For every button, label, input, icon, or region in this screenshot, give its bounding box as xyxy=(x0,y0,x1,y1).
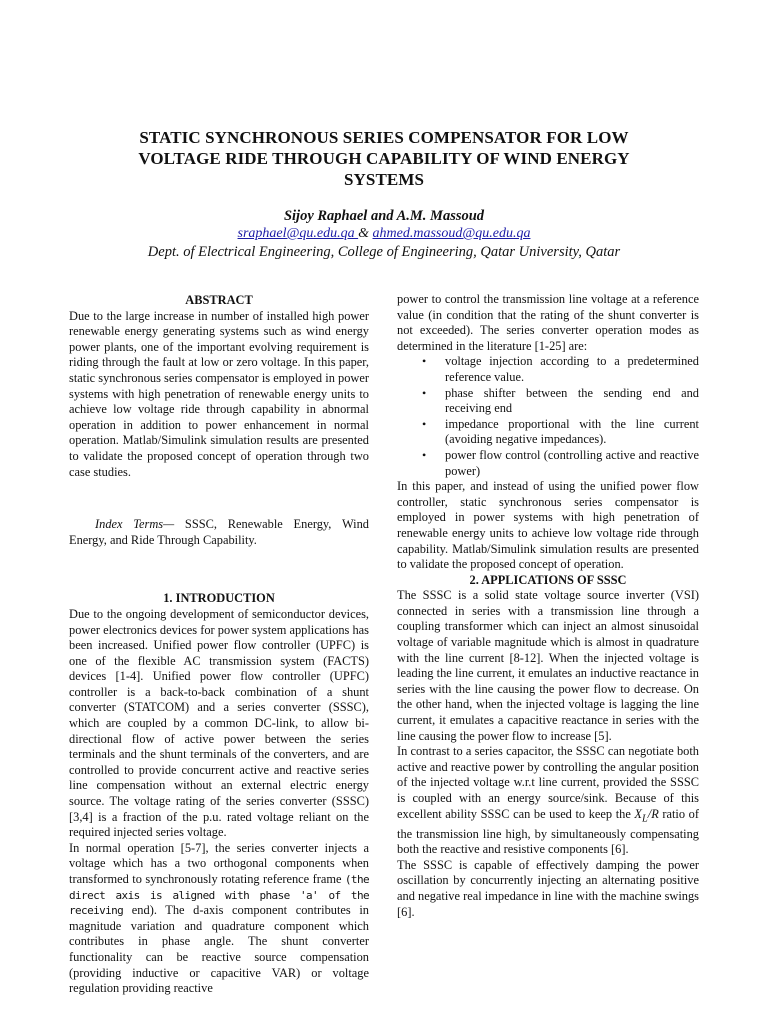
intro-p2-mono: (the direct axis is aligned with phase 'a' of the receiving xyxy=(69,873,369,918)
apps-paragraph-3: The SSSC is capable of effectively damping the power oscillation by concurrently injecting an alternating positive and negative real impedance in line with the machine swings [6]. xyxy=(397,857,699,919)
apps-p2-start: In contrast to a series capacitor, the SSSC can negotiate both active and reactive power by controlling the angular position of the injected voltage w.r.t line current, provided the SSSC is coupled with an energy source/sink. Because of this excellent ability SSSC can be used to keep the xyxy=(397,744,699,821)
apps-paragraph-2 xyxy=(397,744,699,858)
applications-heading: 2. APPLICATIONS OF SSSC xyxy=(469,572,627,587)
list-item: • voltage injection according to a predetermined reference value. xyxy=(422,354,699,385)
ratio-x: X xyxy=(634,806,642,821)
list-item: • power flow control (controlling active and reactive power) xyxy=(422,448,699,479)
affiliation: Dept. of Electrical Engineering, College of Engineering, Qatar University, Qatar xyxy=(147,244,621,260)
index-terms-label: Index Terms— xyxy=(95,517,175,532)
intro-continuation: power to control the transmission line voltage at a reference value (in condition that the rating of the shunt converter is not exceeded). The series converter operation modes as determined in the literature [1-25] are: xyxy=(397,292,699,353)
intro-paragraph-2 xyxy=(69,841,369,997)
author-names: Sijoy Raphael and A.M. Massoud xyxy=(283,208,485,224)
paper-title: STATIC SYNCHRONOUS SERIES COMPENSATOR FOR LOW VOLTAGE RIDE THROUGH CAPABILITY OF WIND ENERGY SYSTEMS xyxy=(138,128,630,189)
abstract-heading: ABSTRACT xyxy=(185,293,253,307)
right-column xyxy=(397,292,699,920)
intro-p2-end: end). The d-axis component contributes in magnitude variation and quadrature component which contributes in phase angle. The shunt converter functionality can be reactive source compensation (providing inductive or capacitive VAR) or voltage regulation providing reactive xyxy=(69,903,369,996)
list-item: • phase shifter between the sending end and receiving end xyxy=(422,386,699,417)
author-emails xyxy=(0,226,768,242)
email-link-sraphael[interactable]: sraphael@qu.edu.qa xyxy=(237,226,359,241)
abstract-text: Due to the large increase in number of installed high power renewable energy generating systems such as wind energy power plants, one of the important evolving requirement is riding through the fault at low or zero voltage. In this paper, static synchronous series compensator is employed in power systems with high penetration of renewable energy units to achieve low voltage ride through capability in abnormal operation in addition to power enhancement in normal operation. Matlab/Simulink simulation results are presented to validate the proposed concept of operation through two case studies. xyxy=(69,308,369,479)
list-item: • impedance proportional with the line current (avoiding negative impedances). xyxy=(422,417,699,448)
intro-heading: 1. INTRODUCTION xyxy=(163,591,275,606)
apps-paragraph-1: The SSSC is a solid state voltage source inverter (VSI) connected in series with a transmission line through a coupling transformer which can inject an almost sinusoidal voltage of variable magnitude which is almost in quadrature with the line current [8-12]. When the injected voltage is leading the line current, it emulates an inductive reactance in series with the line causing the power flow to decrease. On the other hand, when the injected voltage is lagging the line current, it emulates a capacitive reactance in series with the line causing the power flow to increase [5]. xyxy=(397,588,699,743)
apps-p2-end: ratio of the transmission line high, by simultaneously compensating both the reactive and resistive components [6]. xyxy=(397,806,699,857)
index-terms-text: SSSC, Renewable Energy, Wind Energy, and Ride Through Capability. xyxy=(69,517,369,547)
intro-after-modes: In this paper, and instead of using the unified power flow controller, static synchronous series compensator is employed in power systems with high penetration of renewable energy units to achieve low voltage ride through capability. Matlab/Simulink simulation results are presented to validate the proposed concept of operation. xyxy=(397,479,699,572)
ratio-x-subscript: L xyxy=(642,813,648,825)
ratio-r: /R xyxy=(647,806,659,821)
email-separator: & xyxy=(358,226,373,241)
operation-modes-list xyxy=(397,354,699,479)
intro-p2-start: In normal operation [5-7], the series converter injects a voltage which has a two orthogonal components when transformed to synchronously rotating reference frame xyxy=(69,840,369,886)
intro-paragraph-1: Due to the ongoing development of semiconductor devices, power electronics devices for power system applications has been increased. Unified power flow controller (UPFC) is one of the flexible AC transmission system (FACTS) devices [1-4]. Unified power flow controller (UPFC) controller is a back-to-back combination of a shunt converter (STATCOM) and a series converter (SSSC), which are coupled by a common DC-link, to allow bi-directional flow of active power between the series terminals and the shunt terminals of the converters, and are controlled to provide concurrent active and reactive series line compensation without an external electric energy source. The voltage rating of the series converter (SSSC) [3,4] is a fraction of the p.u. rated voltage reliant on the required injected series voltage. xyxy=(69,606,369,840)
left-column xyxy=(69,293,369,997)
index-terms xyxy=(69,517,369,548)
email-link-massoud[interactable]: ahmed.massoud@qu.edu.qa xyxy=(372,226,531,241)
